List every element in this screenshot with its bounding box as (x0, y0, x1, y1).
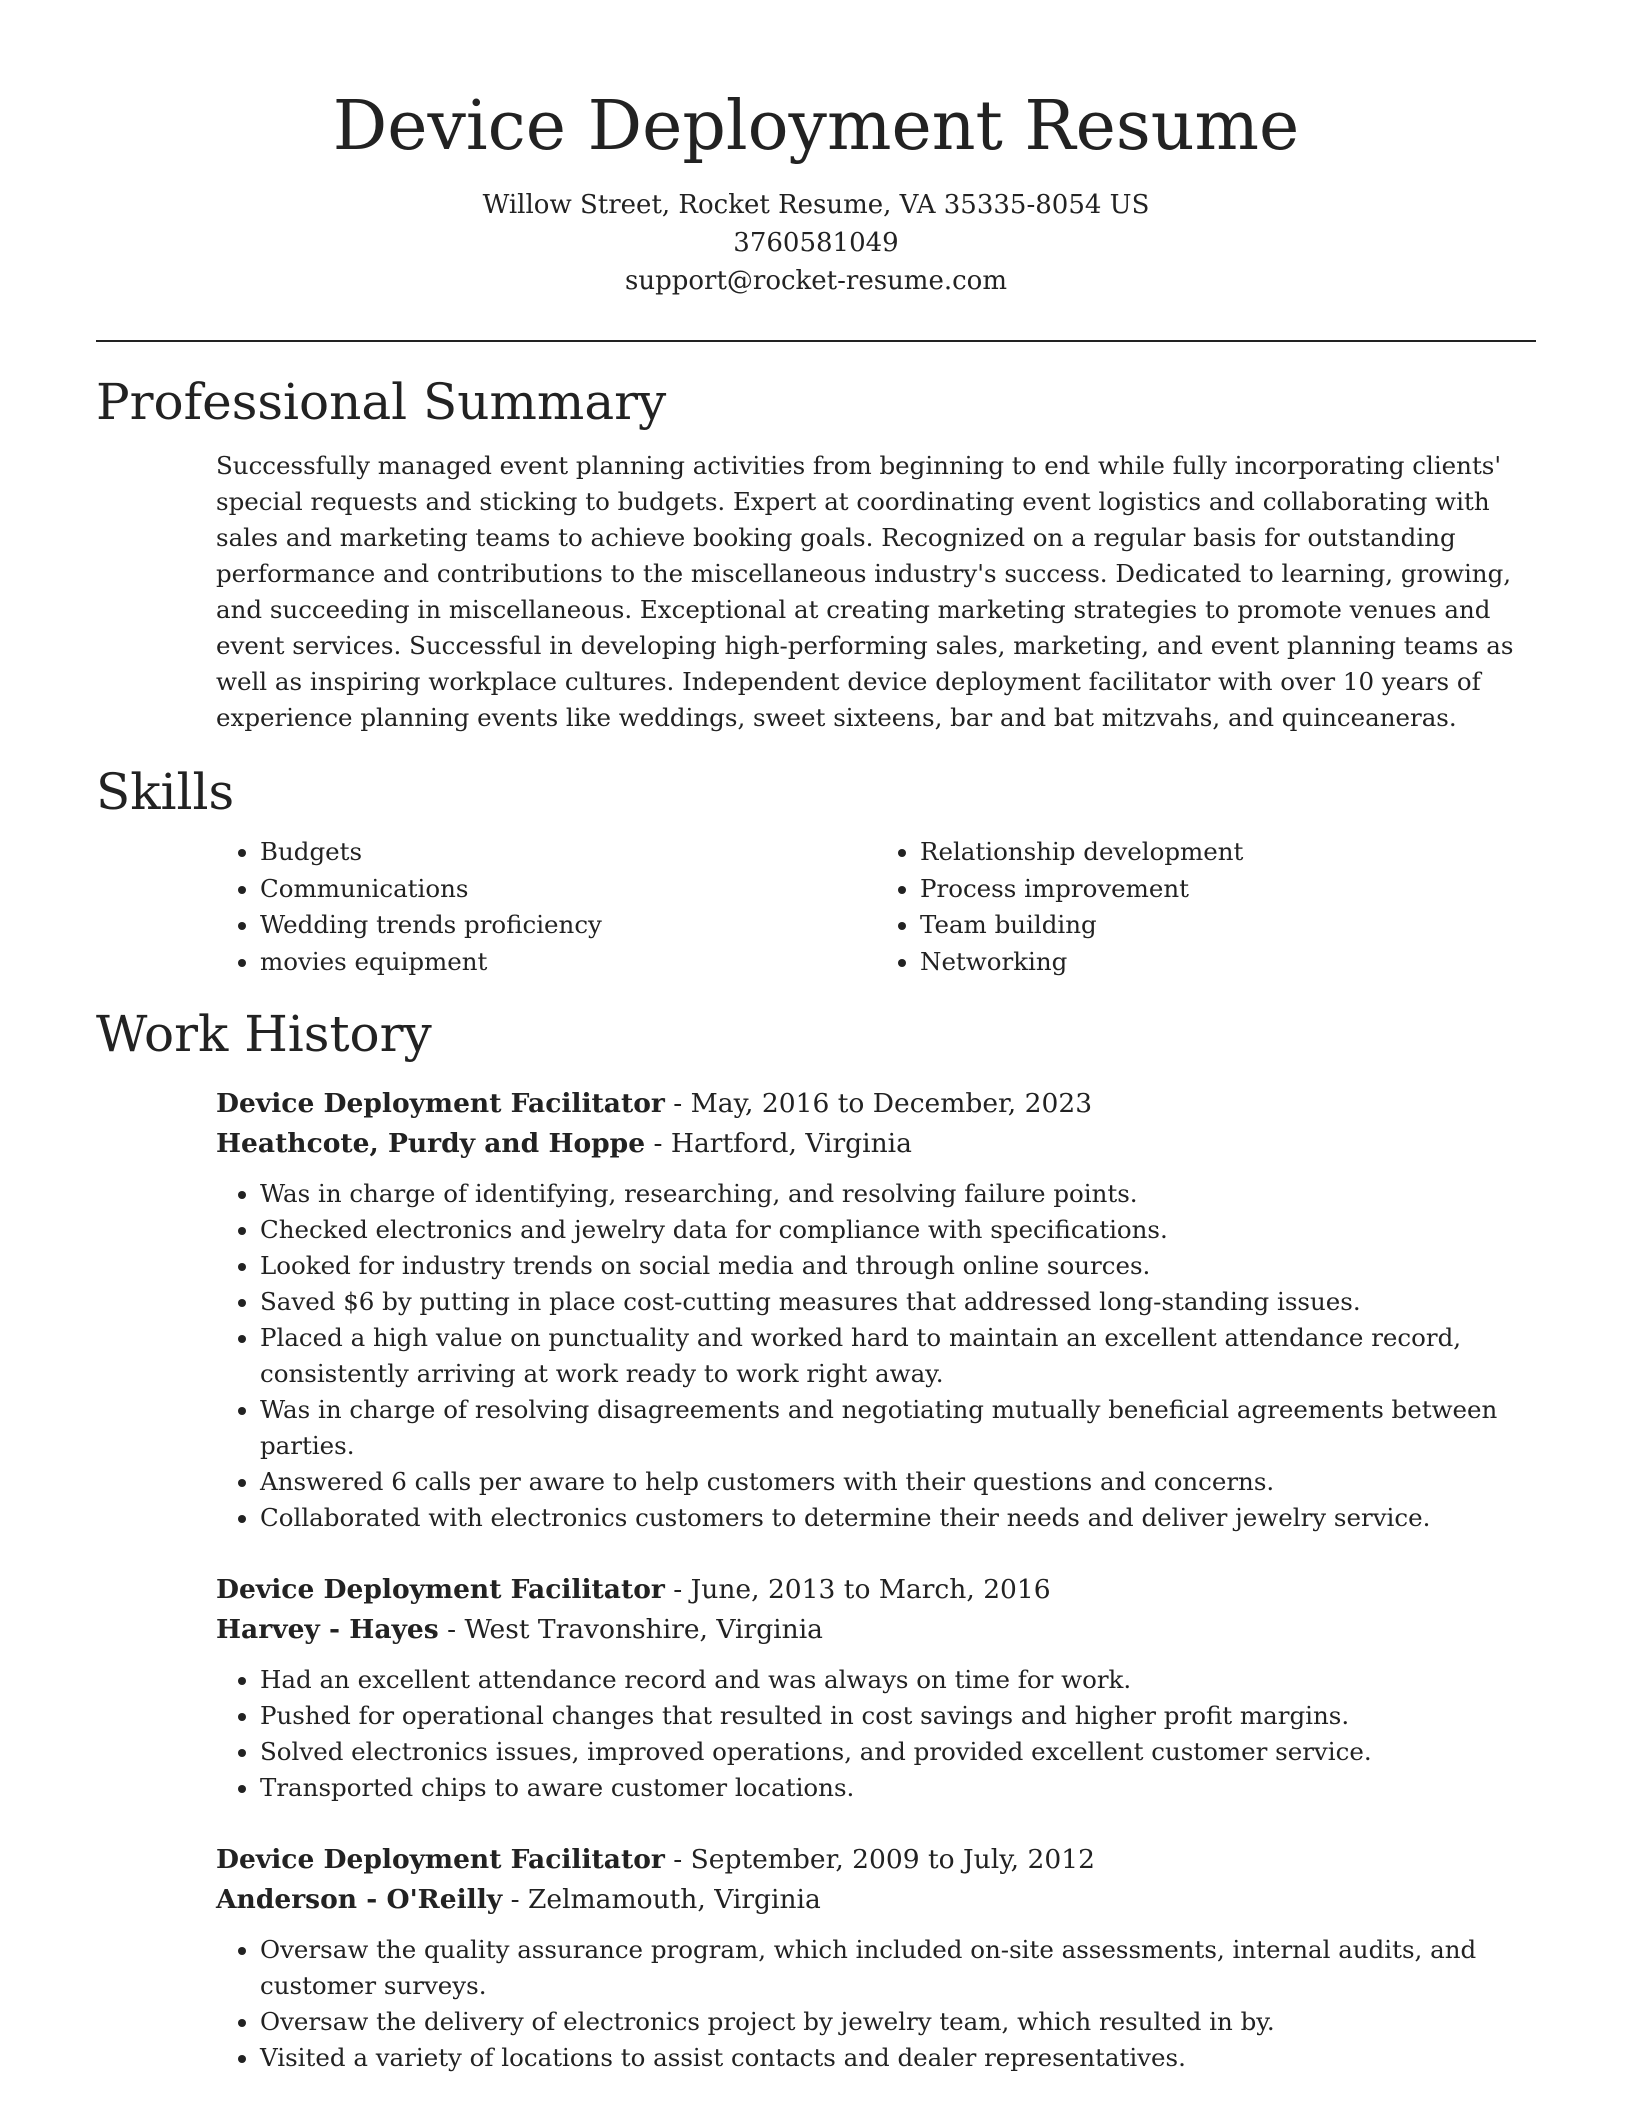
summary-section (96, 370, 1536, 736)
summary-heading: Professional Summary (96, 373, 667, 431)
job-company: Harvey - Hayes (216, 1614, 439, 1645)
job-title-line (216, 1084, 1536, 1124)
resume-title: Device Deployment Resume (332, 87, 1300, 166)
job-duty: • Collaborated with electronics customers to determine their needs and deliver jewelry service. (260, 1500, 1536, 1536)
job-company-line (216, 1610, 1536, 1650)
job-duty: • Was in charge of identifying, researching, and resolving failure points. (260, 1176, 1536, 1212)
skills-list (96, 834, 1536, 980)
job-company-line (216, 1880, 1536, 1920)
resume-header (96, 0, 1536, 300)
skills-column-right (876, 834, 1536, 980)
job-duty: • Oversaw the delivery of electronics project by jewelry team, which resulted in by. (260, 2004, 1536, 2040)
skill-item: • Relationship development (920, 834, 1536, 871)
job-location: Hartford, Virginia (670, 1128, 912, 1159)
job-title: Device Deployment Facilitator (216, 1844, 665, 1875)
job-duty: • Solved electronics issues, improved operations, and provided excellent customer service. (260, 1734, 1536, 1770)
job-dates: May, 2016 to December, 2023 (690, 1088, 1093, 1119)
summary-text: Successfully managed event planning activities from beginning to end while fully incorporating clients' special requests and sticking to budgets. Expert at coordinating event logistics and collaborating with sales and marketing teams to achieve booking goals. Recognized on a regular basis for outstanding performance and contributions to the miscellaneous industry's success. Dedicated to learning, growing, and succeeding in miscellaneous. Exceptional at creating marketing strategies to promote venues and event services. Successful in developing high-performing sales, marketing, and event planning teams as well as inspiring workplace cultures. Independent device deployment facilitator with over 10 years of experience planning events like weddings, sweet sixteens, bar and bat mitzvahs, and quinceaneras. (216, 451, 1514, 732)
skills-section (96, 760, 1536, 980)
skill-item: • Team building (920, 907, 1536, 944)
contact-phone: 3760581049 (733, 228, 899, 258)
work-history-section (96, 1002, 1536, 2076)
separator: - (438, 1614, 465, 1645)
job-company-line (216, 1124, 1536, 1164)
job-location: West Travonshire, Virginia (464, 1614, 823, 1645)
job-duty: • Saved $6 by putting in place cost-cutting measures that addressed long-standing issues. (260, 1284, 1536, 1320)
job-duty: • Pushed for operational changes that resulted in cost savings and higher profit margins. (260, 1698, 1536, 1734)
job-duty: • Checked electronics and jewelry data for compliance with specifications. (260, 1212, 1536, 1248)
skills-heading: Skills (96, 763, 235, 821)
contact-info (96, 186, 1536, 300)
header-divider (96, 340, 1536, 342)
job-entry (216, 1084, 1536, 1536)
job-title: Device Deployment Facilitator (216, 1088, 665, 1119)
separator: - (502, 1884, 528, 1915)
job-duty: • Oversaw the quality assurance program, which included on-site assessments, internal audits, and customer surveys. (260, 1932, 1536, 2004)
job-title: Device Deployment Facilitator (216, 1574, 665, 1605)
skills-column-left (216, 834, 876, 980)
job-dates: September, 2009 to July, 2012 (690, 1844, 1095, 1875)
separator: - (664, 1088, 691, 1119)
skill-item: • Communications (260, 871, 876, 908)
skill-item: • movies equipment (260, 944, 876, 981)
job-entry (216, 1840, 1536, 2076)
separator: - (664, 1574, 691, 1605)
job-duties (216, 1932, 1536, 2076)
contact-address: Willow Street, Rocket Resume, VA 35335-8054 US (482, 190, 1150, 220)
job-location: Zelmamouth, Virginia (527, 1884, 821, 1915)
skill-item: • Process improvement (920, 871, 1536, 908)
contact-email: support@rocket-resume.com (624, 266, 1007, 296)
separator: - (664, 1844, 691, 1875)
skill-item: • Wedding trends proficiency (260, 907, 876, 944)
job-duties (216, 1662, 1536, 1806)
job-duty: • Was in charge of resolving disagreements and negotiating mutually beneficial agreements between parties. (260, 1392, 1536, 1464)
job-duty: • Visited a variety of locations to assist contacts and dealer representatives. (260, 2040, 1536, 2076)
work-history-heading: Work History (96, 1005, 432, 1063)
job-company: Anderson - O'Reilly (216, 1884, 503, 1915)
job-duty: • Answered 6 calls per aware to help customers with their questions and concerns. (260, 1464, 1536, 1500)
job-dates: June, 2013 to March, 2016 (690, 1574, 1051, 1605)
job-entry (216, 1570, 1536, 1806)
job-duty: • Placed a high value on punctuality and worked hard to maintain an excellent attendance record, consistently arriving at work ready to work right away. (260, 1320, 1536, 1392)
job-company: Heathcote, Purdy and Hoppe (216, 1128, 646, 1159)
job-title-line (216, 1570, 1536, 1610)
job-title-line (216, 1840, 1536, 1880)
separator: - (645, 1128, 671, 1159)
skill-item: • Networking (920, 944, 1536, 981)
job-duties (216, 1176, 1536, 1536)
job-duty: • Looked for industry trends on social media and through online sources. (260, 1248, 1536, 1284)
job-duty: • Transported chips to aware customer locations. (260, 1770, 1536, 1806)
job-duty: • Had an excellent attendance record and was always on time for work. (260, 1662, 1536, 1698)
skill-item: • Budgets (260, 834, 876, 871)
